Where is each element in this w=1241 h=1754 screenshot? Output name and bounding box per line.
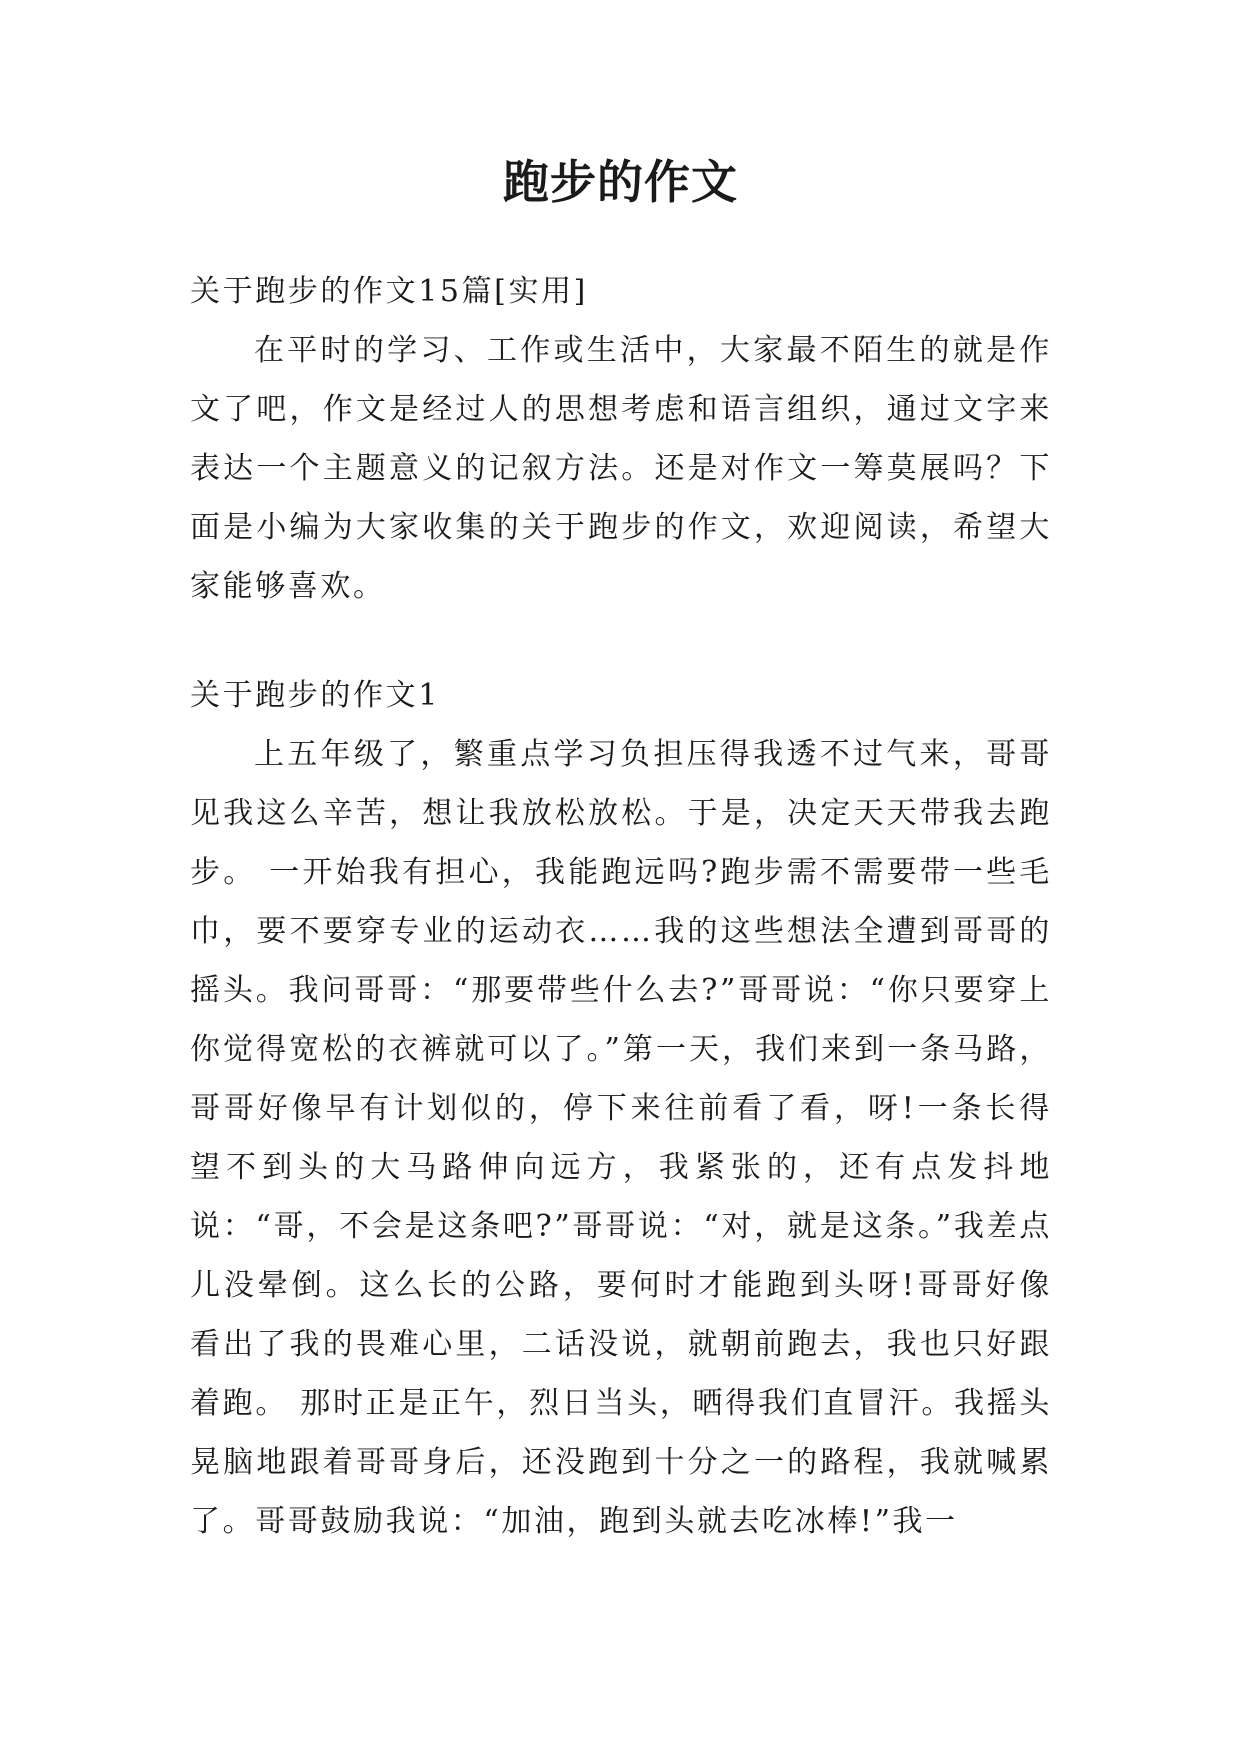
paragraph-spacer bbox=[190, 616, 1052, 666]
document-title: 跑步的作文 bbox=[503, 155, 738, 209]
article-heading: 关于跑步的作文15篇[实用] bbox=[190, 274, 588, 309]
document-body bbox=[190, 262, 1052, 1551]
section-heading: 关于跑步的作文1 bbox=[190, 678, 440, 713]
section-paragraph: 上五年级了，繁重点学习负担压得我透不过气来，哥哥见我这么辛苦，想让我放松放松。于是，决定天天带我去跑步。 一开始我有担心，我能跑远吗?跑步需不需要带一些毛巾，要不要穿专业的运动衣……我的这些想法全遭到哥哥的摇头。我问哥哥：“那要带些什么去?”哥哥说：“你只要穿上你觉得宽松的衣裤就可以了。”第一天，我们来到一条马路，哥哥好像早有计划似的，停下来往前看了看，呀!一条长得望不到头的大马路伸向远方，我紧张的，还有点发抖地说：“哥，不会是这条吧?”哥哥说：“对，就是这条。”我差点儿没晕倒。这么长的公路，要何时才能跑到头呀!哥哥好像看出了我的畏难心里，二话没说，就朝前跑去，我也只好跟着跑。 那时正是正午，烈日当头，晒得我们直冒汗。我摇头晃脑地跟着哥哥身后，还没跑到十分之一的路程，我就喊累了。哥哥鼓励我说：“加油，跑到头就去吃冰棒!”我一 bbox=[190, 737, 1052, 1539]
intro-paragraph: 在平时的学习、工作或生活中，大家最不陌生的就是作文了吧，作文是经过人的思想考虑和语言组织，通过文字来表达一个主题意义的记叙方法。还是对作文一筹莫展吗？下面是小编为大家收集的关于跑步的作文，欢迎阅读，希望大家能够喜欢。 bbox=[190, 333, 1052, 604]
